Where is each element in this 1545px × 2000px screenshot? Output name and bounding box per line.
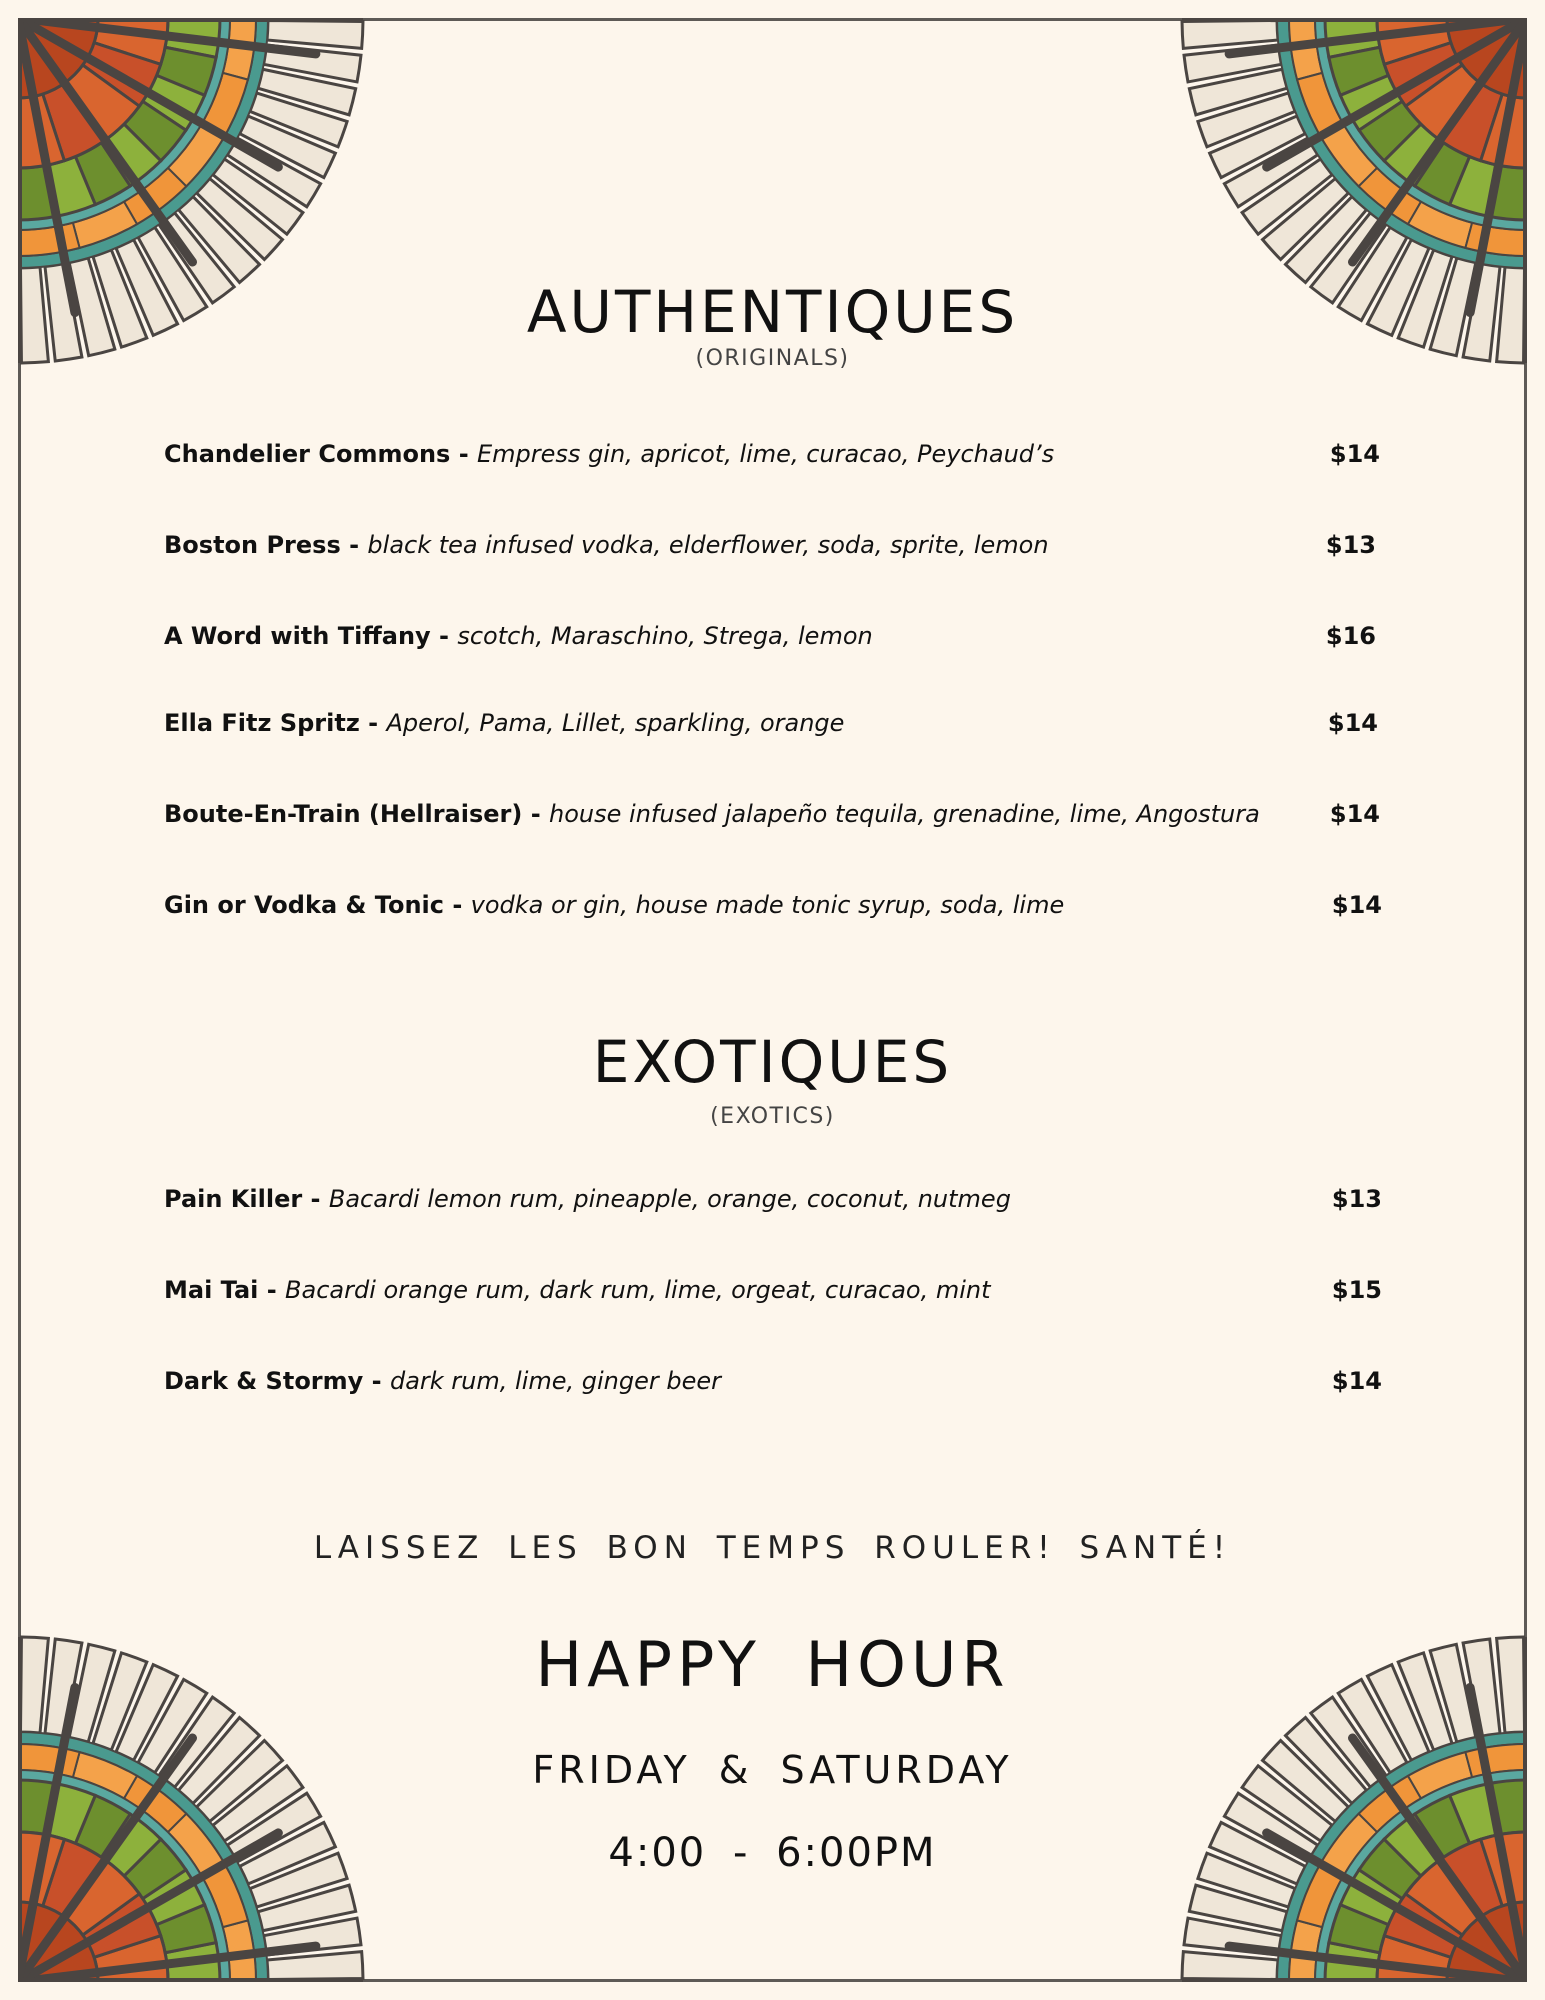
menu-item — [164, 621, 1380, 651]
menu-item — [164, 1184, 1380, 1214]
item-price: $14 — [1331, 891, 1382, 919]
item-name: Mai Tai — [164, 1276, 259, 1304]
section-title-exotiques: EXOTIQUES — [592, 1028, 953, 1096]
happy-hour-days: FRIDAY & SATURDAY — [532, 1748, 1013, 1792]
item-price: $15 — [1331, 1276, 1382, 1304]
item-name: Boute-En-Train (Hellraiser) — [164, 800, 523, 828]
item-description: dark rum, lime, ginger beer — [389, 1367, 721, 1395]
item-separator: - — [258, 1276, 286, 1304]
item-name: Dark & Stormy — [164, 1367, 364, 1395]
section-subtitle-exotics: (EXOTICS) — [710, 1104, 835, 1129]
item-name: Boston Press — [164, 531, 341, 559]
menu-item — [164, 1275, 1380, 1305]
item-price: $14 — [1329, 800, 1380, 828]
item-separator: - — [340, 531, 368, 559]
menu-item — [164, 799, 1380, 829]
item-price: $14 — [1331, 1367, 1382, 1395]
item-separator: - — [359, 709, 387, 737]
item-separator: - — [302, 1185, 329, 1213]
item-description: Bacardi orange rum, dark rum, lime, orgeat, curacao, mint — [285, 1276, 991, 1304]
item-description: Aperol, Pama, Lillet, sparkling, orange — [386, 709, 845, 737]
menu-item — [164, 890, 1380, 920]
item-description: vodka or gin, house made tonic syrup, soda, lime — [470, 891, 1065, 919]
item-name: Gin or Vodka & Tonic — [164, 891, 444, 919]
item-price: $14 — [1329, 440, 1380, 468]
happy-hour-time: 4:00 - 6:00PM — [608, 1830, 937, 1876]
section-title-authentiques: AUTHENTIQUES — [526, 278, 1019, 346]
item-name: Pain Killer — [164, 1185, 303, 1213]
item-separator: - — [363, 1367, 390, 1395]
item-price: $13 — [1325, 531, 1376, 559]
item-description: scotch, Maraschino, Strega, lemon — [457, 622, 873, 650]
item-name: Ella Fitz Spritz — [164, 709, 360, 737]
item-name: A Word with Tiffany — [164, 622, 431, 650]
item-description: Bacardi lemon rum, pineapple, orange, coconut, nutmeg — [328, 1185, 1011, 1213]
item-description: house infused jalapeño tequila, grenadine, lime, Angostura — [549, 800, 1260, 828]
menu-item — [164, 439, 1380, 469]
item-separator: - — [450, 440, 478, 468]
happy-hour-title: HAPPY HOUR — [535, 1628, 1010, 1701]
item-price: $13 — [1331, 1185, 1382, 1213]
item-description: Empress gin, apricot, lime, curacao, Peychaud’s — [477, 440, 1055, 468]
tagline: LAISSEZ LES BON TEMPS ROULER! SANTÉ! — [313, 1530, 1232, 1566]
item-price: $16 — [1325, 622, 1376, 650]
item-separator: - — [522, 800, 550, 828]
menu-item — [164, 708, 1380, 738]
section-subtitle-originals: (ORIGINALS) — [695, 346, 850, 371]
item-name: Chandelier Commons — [164, 440, 451, 468]
menu-item — [164, 530, 1380, 560]
menu-item — [164, 1366, 1380, 1396]
item-separator: - — [443, 891, 471, 919]
item-description: black tea infused vodka, elderflower, soda, sprite, lemon — [367, 531, 1049, 559]
item-separator: - — [430, 622, 458, 650]
item-price: $14 — [1327, 709, 1378, 737]
